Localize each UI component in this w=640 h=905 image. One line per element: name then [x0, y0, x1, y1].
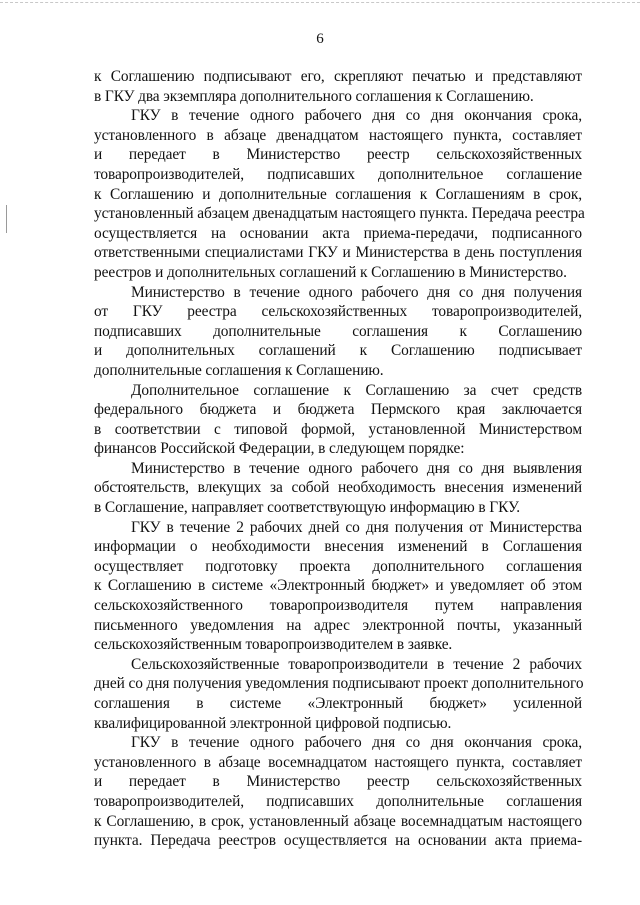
text-line: Сельскохозяйственные товаропроизводители в течение 2 рабочих [131, 655, 582, 673]
text-line: Министерство в течение одного рабочего дня со дня получения [131, 283, 582, 301]
text-line: в соответствии с типовой формой, установленной Министерством [94, 420, 582, 438]
top-divider [0, 2, 640, 3]
text-line: в ГКУ два экземпляра дополнительного соглашения к Соглашению. [94, 87, 534, 105]
text-line: пункта. Передача реестров осуществляется на основании акта приема- [94, 832, 582, 850]
text-line: в Соглашение, направляет соответствующую информацию в ГКУ. [94, 499, 520, 517]
text-line: установленного в абзаце двенадцатом настоящего пункта, составляет [94, 126, 582, 144]
text-line: дополнительные соглашения к Соглашению. [94, 361, 384, 379]
text-line: товаропроизводителей, подписавших дополнительное соглашение [94, 165, 582, 183]
text-line: к Соглашению подписывают его, скрепляют печатью и представляют [94, 68, 582, 85]
text-line: к Соглашению в системе «Электронный бюджет» и уведомляет об этом [94, 577, 582, 595]
text-line: и дополнительных соглашений к Соглашению подписывает [94, 342, 582, 360]
text-line: осуществляется на основании акта приема-передачи, подписанного [94, 224, 582, 242]
text-line: квалифицированной электронной цифровой подписью. [94, 714, 452, 732]
document-body [94, 67, 585, 851]
text-line: установленного в абзаце восемнадцатом настоящего пункта, составляет [94, 753, 582, 771]
text-line: товаропроизводителей, подписавших дополнительные соглашения [94, 792, 582, 810]
text-line: установленный абзацем двенадцатым настоящего пункта. Передача реестра [94, 205, 585, 223]
text-line: сельскохозяйственного товаропроизводителя путем направления [94, 597, 582, 615]
text-line: Дополнительное соглашение к Соглашению за счет средств [131, 381, 582, 399]
text-line: сельскохозяйственным товаропроизводителем в заявке. [94, 636, 453, 654]
text-line: от ГКУ реестра сельскохозяйственных товаропроизводителей, [94, 303, 582, 321]
page-number: 6 [316, 31, 324, 47]
margin-mark [6, 205, 7, 233]
text-line: к Соглашению и дополнительные соглашения к Соглашениям в срок, [94, 185, 582, 203]
text-line: и передает в Министерство реестр сельскохозяйственных [94, 773, 582, 791]
text-line: Министерство в течение одного рабочего дня со дня выявления [131, 459, 582, 477]
text-line: подписавших дополнительные соглашения к Соглашению [94, 322, 582, 340]
text-line: соглашения в системе «Электронный бюджет» усиленной [94, 695, 582, 712]
text-line: федерального бюджета и бюджета Пермского края заключается [94, 401, 582, 419]
text-line: реестров и дополнительных соглашений к Соглашению в Министерство. [94, 263, 567, 281]
text-line: ГКУ в течение 2 рабочих дней со дня получения от Министерства [131, 518, 582, 536]
text-line: информации о необходимости внесения изменений в Соглашения [94, 538, 582, 556]
text-line: письменного уведомления на адрес электронной почты, указанный [94, 616, 582, 634]
text-line: осуществляет подготовку проекта дополнительного соглашения [94, 557, 582, 575]
text-line: ответственными специалистами ГКУ и Министерства в день поступления [94, 244, 582, 262]
text-line: ГКУ в течение одного рабочего дня со дня окончания срока, [131, 734, 582, 752]
text-line: к Соглашению, в срок, установленный абзаце восемнадцатым настоящего [94, 812, 582, 830]
text-line: ГКУ в течение одного рабочего дня со дня окончания срока, [131, 107, 582, 125]
text-line: финансов Российской Федерации, в следующем порядке: [94, 440, 465, 458]
text-line: обстоятельств, влекущих за собой необходимость внесения изменений [94, 479, 582, 497]
text-line: и передает в Министерство реестр сельскохозяйственных [94, 146, 582, 164]
text-line: дней со дня получения уведомления подписывают проект дополнительного [94, 675, 584, 693]
